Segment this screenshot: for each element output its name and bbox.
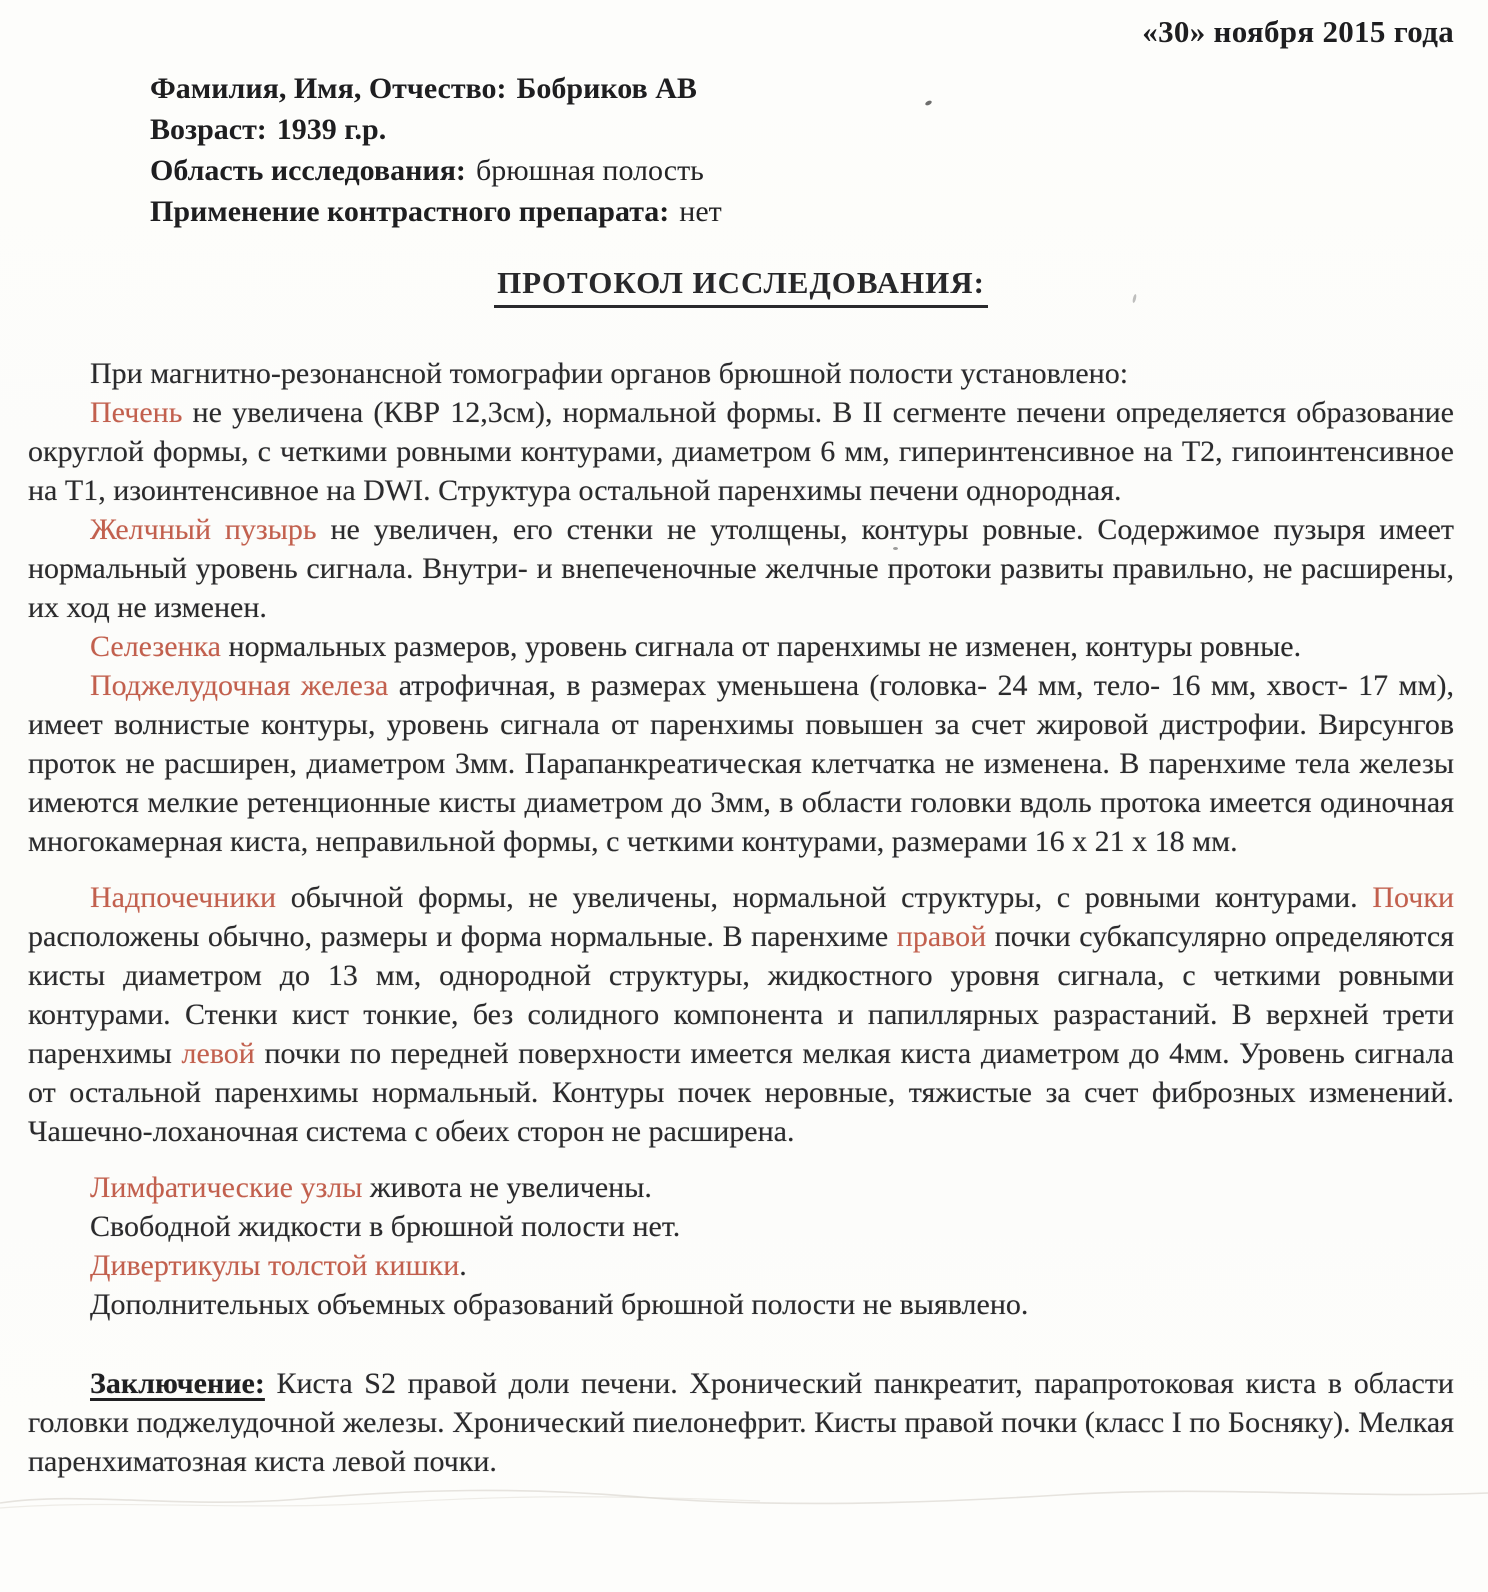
patient-field	[150, 150, 1454, 191]
paragraph-intro	[28, 354, 1454, 393]
field-value: брюшная полость	[475, 154, 704, 187]
paragraph-gallbladder	[28, 510, 1454, 627]
highlighted-organ-term: Селезенка	[90, 630, 222, 663]
highlighted-organ-term: Надпочечники	[90, 881, 277, 914]
text-run: расположены обычно, размеры и форма нормальные. В паренхиме	[28, 920, 897, 953]
text-run: почки по передней поверхности имеется мелкая киста диаметром до 4мм. Уровень сигнала от остальной паренхимы нормальный. Контуры почек неровные, тяжистые за счет фиброзных изменений. Чашечно-лоханочная система с обеих сторон не расширена.	[28, 1037, 1454, 1148]
field-label: Применение контрастного препарата:	[150, 195, 670, 228]
field-label: Фамилия, Имя, Отчество:	[150, 72, 507, 105]
patient-field	[150, 109, 1454, 150]
field-value: Бобриков АВ	[516, 72, 697, 105]
paragraph-additional-masses	[28, 1285, 1454, 1324]
text-run: Дополнительных объемных образований брюшной полости не выявлено.	[90, 1288, 1029, 1321]
patient-header-block	[150, 68, 1454, 232]
document-date: «30» ноября 2015 года	[1142, 14, 1454, 49]
text-run: При магнитно-резонансной томографии органов брюшной полости установлено:	[90, 357, 1129, 390]
conclusion-label: Заключение:	[90, 1367, 265, 1400]
text-run: не увеличен, его стенки не утолщены, контуры ровные. Содержимое пузыря имеет нормальный уровень сигнала. Внутри- и внепеченочные желчные протоки развиты правильно, не расширены, их ход не изменен.	[28, 513, 1454, 624]
document-title: ПРОТОКОЛ ИССЛЕДОВАНИЯ:	[494, 262, 988, 308]
text-run: атрофичная, в размерах уменьшена (головка- 24 мм, тело- 16 мм, хвост- 17 мм), имеет волнистые контуры, уровень сигнала от паренхимы повышен за счет жировой дистрофии. Вирсунгов проток не расширен, диаметром 3мм. Парапанкреатическая клетчатка не изменена. В паренхиме тела железы имеются мелкие ретенционные кисты диаметром до 3мм, в области головки вдоль протока имеется одиночная многокамерная киста, неправильной формы, с четкими контурами, размерами 16 х 21 х 18 мм.	[28, 669, 1454, 858]
paragraph-free-fluid	[28, 1207, 1454, 1246]
highlighted-organ-term: Лимфатические узлы	[90, 1171, 363, 1204]
paragraph-lymph-nodes	[28, 1168, 1454, 1207]
paragraph-conclusion	[28, 1364, 1454, 1481]
paragraph-diverticula	[28, 1246, 1454, 1285]
highlighted-organ-term: правой	[896, 920, 987, 953]
paragraph-liver	[28, 393, 1454, 510]
text-run: Свободной жидкости в брюшной полости нет.	[90, 1210, 681, 1243]
report-body	[28, 354, 1454, 1481]
text-run: не увеличена (КВР 12,3см), нормальной формы. В II сегменте печени определяется образование округлой формы, с четкими ровными контурами, диаметром 6 мм, гиперинтенсивное на Т2, гипоинтенсивное на Т1, изоинтенсивное на DWI. Структура остальной паренхимы печени однородная.	[28, 396, 1454, 507]
paragraph-pancreas	[28, 666, 1454, 861]
paragraph-adrenals-kidneys	[28, 878, 1454, 1151]
field-label: Возраст:	[150, 113, 267, 146]
highlighted-organ-term: Желчный пузырь	[90, 513, 317, 546]
text-run: .	[459, 1249, 467, 1282]
field-label: Область исследования:	[150, 154, 466, 187]
text-run: почки субкапсулярно определяются кисты диаметром до 13 мм, однородной структуры, жидкостного уровня сигнала, с четкими ровными контурами. Стенки кист тонкие, без солидного компонента и папиллярных разрастаний. В верхней трети паренхимы	[28, 920, 1454, 1070]
document-title-row	[28, 262, 1454, 308]
text-run: обычной формы, не увеличены, нормальной структуры, с ровными контурами.	[276, 881, 1373, 914]
paragraph-spleen	[28, 627, 1454, 666]
text-run: живота не увеличены.	[362, 1171, 652, 1204]
highlighted-organ-term: Печень	[90, 396, 183, 429]
highlighted-organ-term: левой	[181, 1037, 255, 1070]
highlighted-organ-term: Дивертикулы толстой кишки	[90, 1249, 460, 1282]
paper-crease-artifact	[0, 1481, 1488, 1515]
field-value: 1939 г.р.	[276, 113, 387, 146]
highlighted-organ-term: Почки	[1372, 881, 1454, 914]
patient-field	[150, 68, 1454, 109]
patient-field	[150, 191, 1454, 232]
field-value: нет	[679, 195, 722, 228]
text-run: нормальных размеров, уровень сигнала от паренхимы не изменен, контуры ровные.	[221, 630, 1302, 663]
text-run: Киста S2 правой доли печени. Хронический панкреатит, парапротоковая киста в области головки поджелудочной железы. Хронический пиелонефрит. Кисты правой почки (класс I по Босняку). Мелкая паренхиматозная киста левой почки.	[28, 1367, 1454, 1478]
highlighted-organ-term: Поджелудочная железа	[90, 669, 389, 702]
